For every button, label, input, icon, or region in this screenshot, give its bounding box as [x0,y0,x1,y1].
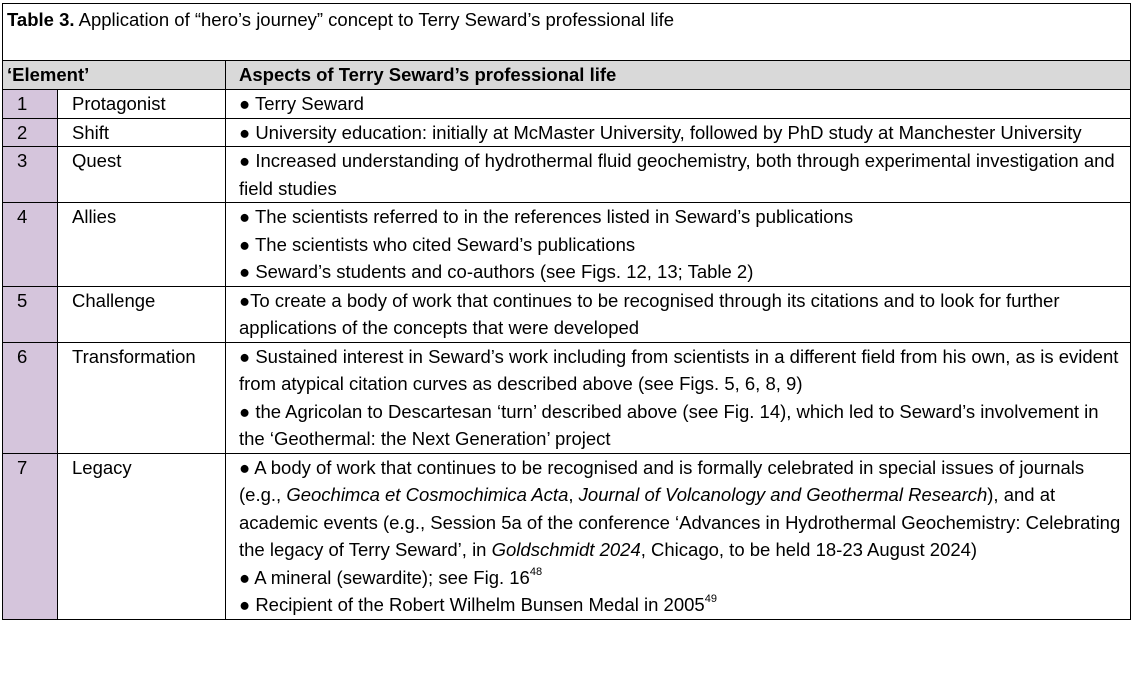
journal-name: Geochimca et Cosmochimica Acta [286,484,569,505]
row-number: 7 [3,453,58,619]
bullet-line: ● Increased understanding of hydrothermal fluid geochemistry, both through experimental investigation and field studies [239,150,1115,199]
row-aspects [226,286,1131,342]
bullet-line: ● The scientists referred to in the references listed in Seward’s publications [239,206,854,227]
legacy-text: ● A body of work that continues to be recognised and is formally celebrated in special issues of journals (e.g., [239,456,1085,505]
row-aspects [226,147,1131,203]
row-number: 4 [3,203,58,287]
row-element: Legacy [58,453,226,619]
legacy-text: , [568,484,579,505]
row-number: 1 [3,90,58,119]
bullet-line: ● Seward’s students and co-authors (see Figs. 12, 13; Table 2) [239,261,754,282]
bullet-line [239,454,1124,564]
bullet-line: ●To create a body of work that continues to be recognised through its citations and to look for further applications of the concepts that were developed [239,289,1060,338]
row-number: 2 [3,118,58,147]
table-row [3,453,1131,619]
row-element: Challenge [58,286,226,342]
header-aspects: Aspects of Terry Seward’s professional life [226,61,1131,90]
row-number: 6 [3,342,58,453]
bullet-line: ● University education: initially at McMaster University, followed by PhD study at Manchester University [239,121,1082,143]
row-number: 5 [3,286,58,342]
table-row [3,90,1131,119]
caption-text: Application of “hero’s journey” concept to Terry Seward’s professional life [74,9,675,30]
header-element: ‘Element’ [3,61,226,90]
bullet-line [239,564,1124,592]
reference-superscript: 49 [704,593,717,605]
legacy-text: ), and at academic events (e.g., Session 5a of the conference ‘Advances in Hydrothermal Geochemistry: Celebrating the legacy of Terry Seward’, in [239,484,1121,560]
row-aspects [226,453,1131,619]
table-caption [3,4,1131,61]
row-element: Transformation [58,342,226,453]
legacy-text: , Chicago, to be held 18-23 August 2024) [640,539,978,560]
row-element: Protagonist [58,90,226,119]
bullet-line: ● Terry Seward [239,93,364,114]
caption-label: Table 3. [7,9,75,30]
caption-row [3,4,1131,61]
event-name: Goldschmidt 2024 [491,539,641,560]
reference-superscript: 48 [529,565,543,578]
header-row [3,61,1131,90]
journal-name: Journal of Volcanology and Geothermal Research [578,484,988,505]
row-aspects [226,118,1131,147]
table-row [3,203,1131,287]
bullet-line [239,591,1124,619]
row-aspects [226,90,1131,119]
row-element: Allies [58,203,226,287]
row-element: Quest [58,147,226,203]
table-row [3,286,1131,342]
row-element: Shift [58,118,226,147]
bullet-line: ● Sustained interest in Seward’s work including from scientists in a different field from his own, as is evident from atypical citation curves as described above (see Figs. 5, 6, 8, 9) [239,345,1119,394]
mineral-text: ● A mineral (sewardite); see Fig. 16 [239,566,530,588]
bullet-line: ● The scientists who cited Seward’s publications [239,233,636,255]
table-row [3,118,1131,147]
row-number: 3 [3,147,58,203]
row-aspects [226,342,1131,453]
bullet-line: ● the Agricolan to Descartesan ‘turn’ described above (see Fig. 14), which led to Seward’s involvement in the ‘Geothermal: the Next Generation’ project [239,400,1099,449]
table-row [3,147,1131,203]
row-aspects [226,203,1131,287]
medal-text: ● Recipient of the Robert Wilhelm Bunsen Medal in 2005 [239,594,705,615]
hero-journey-table [2,3,1131,620]
table-row [3,342,1131,453]
